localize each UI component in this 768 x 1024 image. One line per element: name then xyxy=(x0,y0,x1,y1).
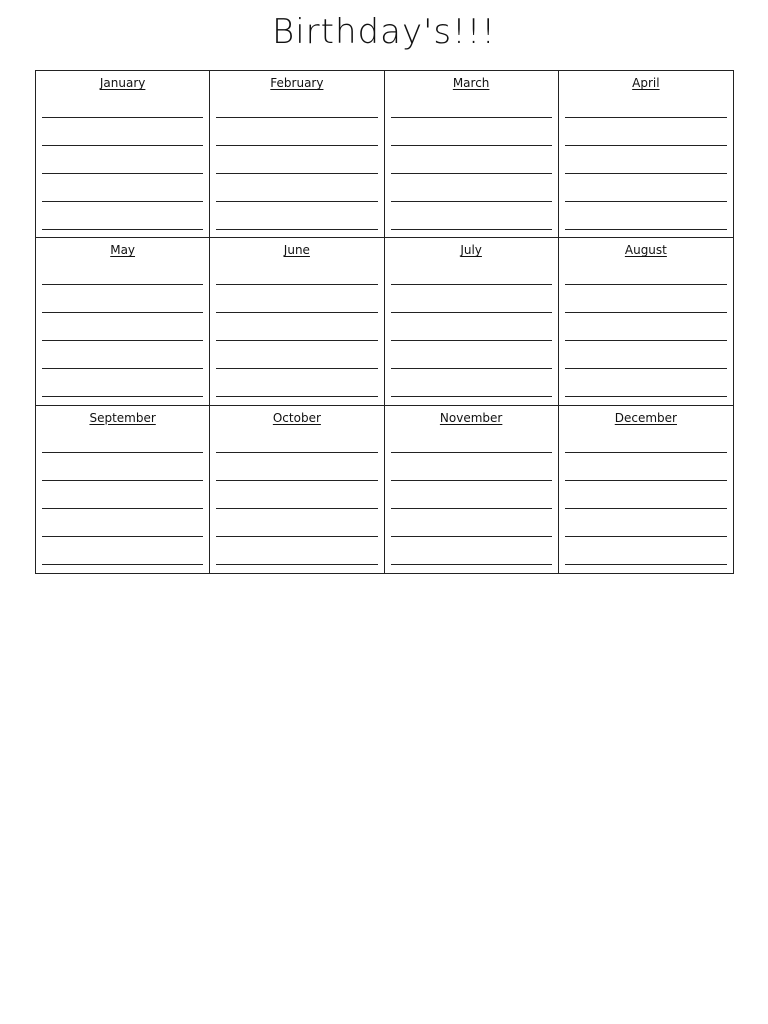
write-line[interactable] xyxy=(565,396,727,397)
write-line[interactable] xyxy=(565,368,727,369)
month-label: May xyxy=(110,243,136,258)
write-line[interactable] xyxy=(42,117,203,118)
write-line[interactable] xyxy=(391,508,552,509)
month-box-august xyxy=(559,238,733,405)
write-line[interactable] xyxy=(391,536,552,537)
write-line[interactable] xyxy=(42,480,203,481)
write-line[interactable] xyxy=(391,312,552,313)
month-label: November xyxy=(439,410,503,425)
write-line[interactable] xyxy=(391,480,552,481)
month-label: August xyxy=(624,243,667,258)
write-line[interactable] xyxy=(565,117,727,118)
month-label: June xyxy=(283,243,310,258)
write-line[interactable] xyxy=(391,201,552,202)
write-line[interactable] xyxy=(216,229,377,230)
month-label: October xyxy=(272,410,321,425)
write-line[interactable] xyxy=(216,340,377,341)
write-line[interactable] xyxy=(42,536,203,537)
write-line[interactable] xyxy=(565,452,727,453)
month-label: September xyxy=(89,410,156,425)
month-label: July xyxy=(460,243,482,258)
month-box-january xyxy=(36,71,210,238)
write-line[interactable] xyxy=(42,396,203,397)
write-line[interactable] xyxy=(216,396,377,397)
write-line[interactable] xyxy=(565,173,727,174)
write-line[interactable] xyxy=(216,508,377,509)
month-label: March xyxy=(452,76,490,90)
write-line[interactable] xyxy=(216,536,377,537)
birthday-calendar-grid xyxy=(35,70,734,574)
write-line[interactable] xyxy=(216,173,377,174)
write-line[interactable] xyxy=(42,229,203,230)
write-line[interactable] xyxy=(42,340,203,341)
month-box-march xyxy=(385,71,559,238)
write-line[interactable] xyxy=(565,480,727,481)
write-line[interactable] xyxy=(42,173,203,174)
write-line[interactable] xyxy=(565,229,727,230)
write-line[interactable] xyxy=(42,145,203,146)
write-line[interactable] xyxy=(565,201,727,202)
write-line[interactable] xyxy=(391,117,552,118)
write-line[interactable] xyxy=(216,564,377,565)
month-label: February xyxy=(270,76,324,90)
month-label: January xyxy=(99,76,146,90)
month-box-october xyxy=(210,406,384,573)
month-box-april xyxy=(559,71,733,238)
write-line[interactable] xyxy=(42,564,203,565)
month-box-february xyxy=(210,71,384,238)
write-line[interactable] xyxy=(42,452,203,453)
write-line[interactable] xyxy=(391,396,552,397)
write-line[interactable] xyxy=(216,480,377,481)
write-line[interactable] xyxy=(42,508,203,509)
write-line[interactable] xyxy=(42,201,203,202)
month-box-june xyxy=(210,238,384,405)
write-line[interactable] xyxy=(391,229,552,230)
write-line[interactable] xyxy=(391,368,552,369)
month-box-july xyxy=(385,238,559,405)
write-line[interactable] xyxy=(216,284,377,285)
write-line[interactable] xyxy=(216,201,377,202)
write-line[interactable] xyxy=(391,452,552,453)
write-line[interactable] xyxy=(565,564,727,565)
write-line[interactable] xyxy=(42,312,203,313)
write-line[interactable] xyxy=(391,340,552,341)
write-line[interactable] xyxy=(391,173,552,174)
page-title: Birthday's!!! xyxy=(271,12,497,52)
write-line[interactable] xyxy=(216,312,377,313)
write-line[interactable] xyxy=(565,312,727,313)
write-line[interactable] xyxy=(216,145,377,146)
write-line[interactable] xyxy=(216,452,377,453)
write-line[interactable] xyxy=(216,117,377,118)
write-line[interactable] xyxy=(565,340,727,341)
write-line[interactable] xyxy=(391,284,552,285)
write-line[interactable] xyxy=(42,284,203,285)
write-line[interactable] xyxy=(391,564,552,565)
write-line[interactable] xyxy=(565,284,727,285)
write-line[interactable] xyxy=(216,368,377,369)
write-line[interactable] xyxy=(565,536,727,537)
write-line[interactable] xyxy=(391,145,552,146)
write-line[interactable] xyxy=(565,145,727,146)
month-label: December xyxy=(614,410,677,425)
month-label: April xyxy=(632,76,660,90)
write-line[interactable] xyxy=(565,508,727,509)
month-box-december xyxy=(559,406,733,573)
write-line[interactable] xyxy=(42,368,203,369)
month-box-november xyxy=(385,406,559,573)
month-box-may xyxy=(36,238,210,405)
month-box-september xyxy=(36,406,210,573)
